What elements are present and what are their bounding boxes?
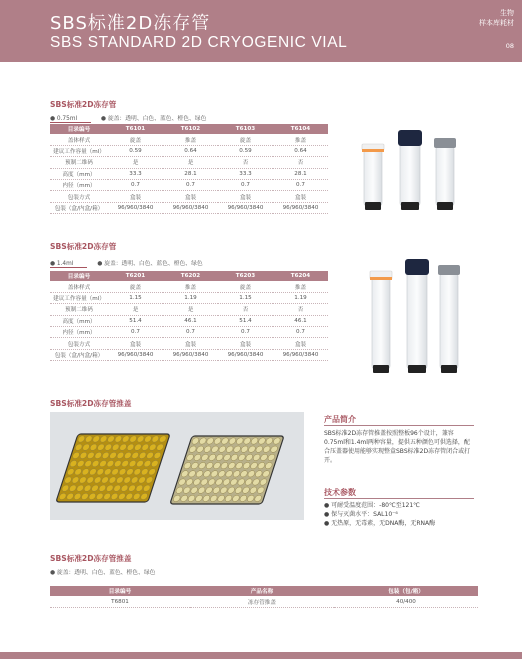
table-row: 内径（mm） 0.7 0.7 0.7 0.7 — [50, 179, 328, 190]
section2-volume: ● 1.4ml — [50, 261, 87, 268]
cap-racks-photo — [50, 412, 304, 520]
table-row: 包装方式 盒装 盒装 盒装 盒装 — [50, 191, 328, 202]
page-number: 08 — [505, 42, 514, 50]
vials-14ml-photo — [352, 255, 472, 383]
vials-075ml-photo — [352, 122, 472, 222]
table-row: 包装（盒/内盒/箱） 96/960/3840 96/960/3840 96/960/3840 96/960/3840 — [50, 202, 328, 213]
table-row: 高度（mm） 51.4 46.1 51.4 46.1 — [50, 315, 328, 326]
table-row: 建议工作容量（ml） 0.59 0.64 0.59 0.64 — [50, 145, 328, 156]
page-title-en: SBS STANDARD 2D CRYOGENIC VIAL — [50, 34, 348, 51]
cap-rack — [170, 436, 284, 504]
table-row: 包装（盒/内盒/箱） 96/960/3840 96/960/3840 96/960/3840 96/960/3840 — [50, 349, 328, 360]
table-row: 预制二维码 是 是 否 否 — [50, 157, 328, 168]
section4-product-table: 目录编号 产品名称 包装（包/箱） T6801 冻存管推盖 40/400 — [50, 586, 478, 608]
section4-title: SBS标准2D冻存管推盖 — [50, 554, 132, 563]
table-row: 内径（mm） 0.7 0.7 0.7 0.7 — [50, 326, 328, 337]
table-row: 高度（mm） 33.3 28.1 33.3 28.1 — [50, 168, 328, 179]
cap-rack — [56, 434, 170, 502]
params-list — [324, 501, 484, 528]
page-header — [0, 0, 522, 62]
section2-spec-table: 目录编号 T6201 T6202 T6203 T6204 盖体样式 旋盖 推盖 旋盖 推盖 建议工作容量（ml） 1.15 1.19 1.15 1.19 预制二维码 是 是 否 否 高度（mm） 51.4 46.1 51.4 46.1 内径（mm） 0.7 0.7 0.7 0.7 包装方式 盒装 盒装 盒装 盒装 包装（盒/内盒/箱） 96/960/3840 96/960/3840 96/960/3840 96/960/3840 — [50, 271, 328, 361]
table-row: 包装方式 盒装 盒装 盒装 盒装 — [50, 338, 328, 349]
params-item: ● 无热原，无毒素，无DNA酶，无RNA酶 — [324, 520, 436, 527]
section3-title: SBS标准2D冻存管推盖 — [50, 399, 132, 408]
table-row: 建议工作容量（ml） 1.15 1.19 1.15 1.19 — [50, 292, 328, 303]
section2-options — [50, 258, 203, 268]
section1-spec-table: 目录编号 T6101 T6102 T6103 T6104 盖体样式 旋盖 推盖 旋盖 推盖 建议工作容量（ml） 0.59 0.64 0.59 0.64 预制二维码 是 是 否 否 高度（mm） 33.3 28.1 33.3 28.1 内径（mm） 0.7 0.7 0.7 0.7 包装方式 盒装 盒装 盒装 盒装 包装（盒/内盒/箱） 96/960/3840 96/960/3840 96/960/3840 96/960/3840 — [50, 124, 328, 214]
cap-racks-illustration — [50, 412, 304, 520]
section2-colors: ● 旋盖：透明、白色、蓝色、橙色、绿色 — [97, 261, 203, 267]
section2-title: SBS标准2D冻存管 — [50, 242, 117, 251]
category-label: 生物 样本库耗材 — [479, 9, 514, 27]
params-item: ● 保与灭菌水平：SAL10⁻⁶ — [324, 511, 398, 518]
section4-colors: ● 旋盖：透明、白色、蓝色、橙色、绿色 — [50, 570, 156, 576]
intro-rule — [324, 425, 474, 426]
page-title-cn: SBS标准2D冻存管 — [50, 13, 211, 34]
params-rule — [324, 498, 474, 499]
params-title: 技术参数 — [324, 488, 356, 497]
table-row: 预制二维码 是 是 否 否 — [50, 304, 328, 315]
table-row: 盖体样式 旋盖 推盖 旋盖 推盖 — [50, 134, 328, 145]
section1-options — [50, 113, 206, 123]
table-row: T6801 冻存管推盖 40/400 — [50, 596, 478, 607]
footer-band — [0, 652, 522, 659]
section1-colors: ● 旋盖：透明、白色、蓝色、橙色、绿色 — [100, 116, 207, 122]
params-item: ● 可耐受温度范围：-80℃至121℃ — [324, 502, 420, 509]
intro-text: SBS标准2D冻存管推盖按照整板96个设计，兼容0.75ml和1.4ml两种容量，提供五种颜色可供选择，配合压盖器使用能够实现整盒SBS标准2D冻存管闭合或打开。 — [324, 430, 471, 464]
section1-volume: ● 0.75ml — [50, 116, 91, 123]
intro-title: 产品简介 — [324, 415, 356, 424]
section1-title: SBS标准2D冻存管 — [50, 100, 117, 109]
table-row: 盖体样式 旋盖 推盖 旋盖 推盖 — [50, 281, 328, 292]
